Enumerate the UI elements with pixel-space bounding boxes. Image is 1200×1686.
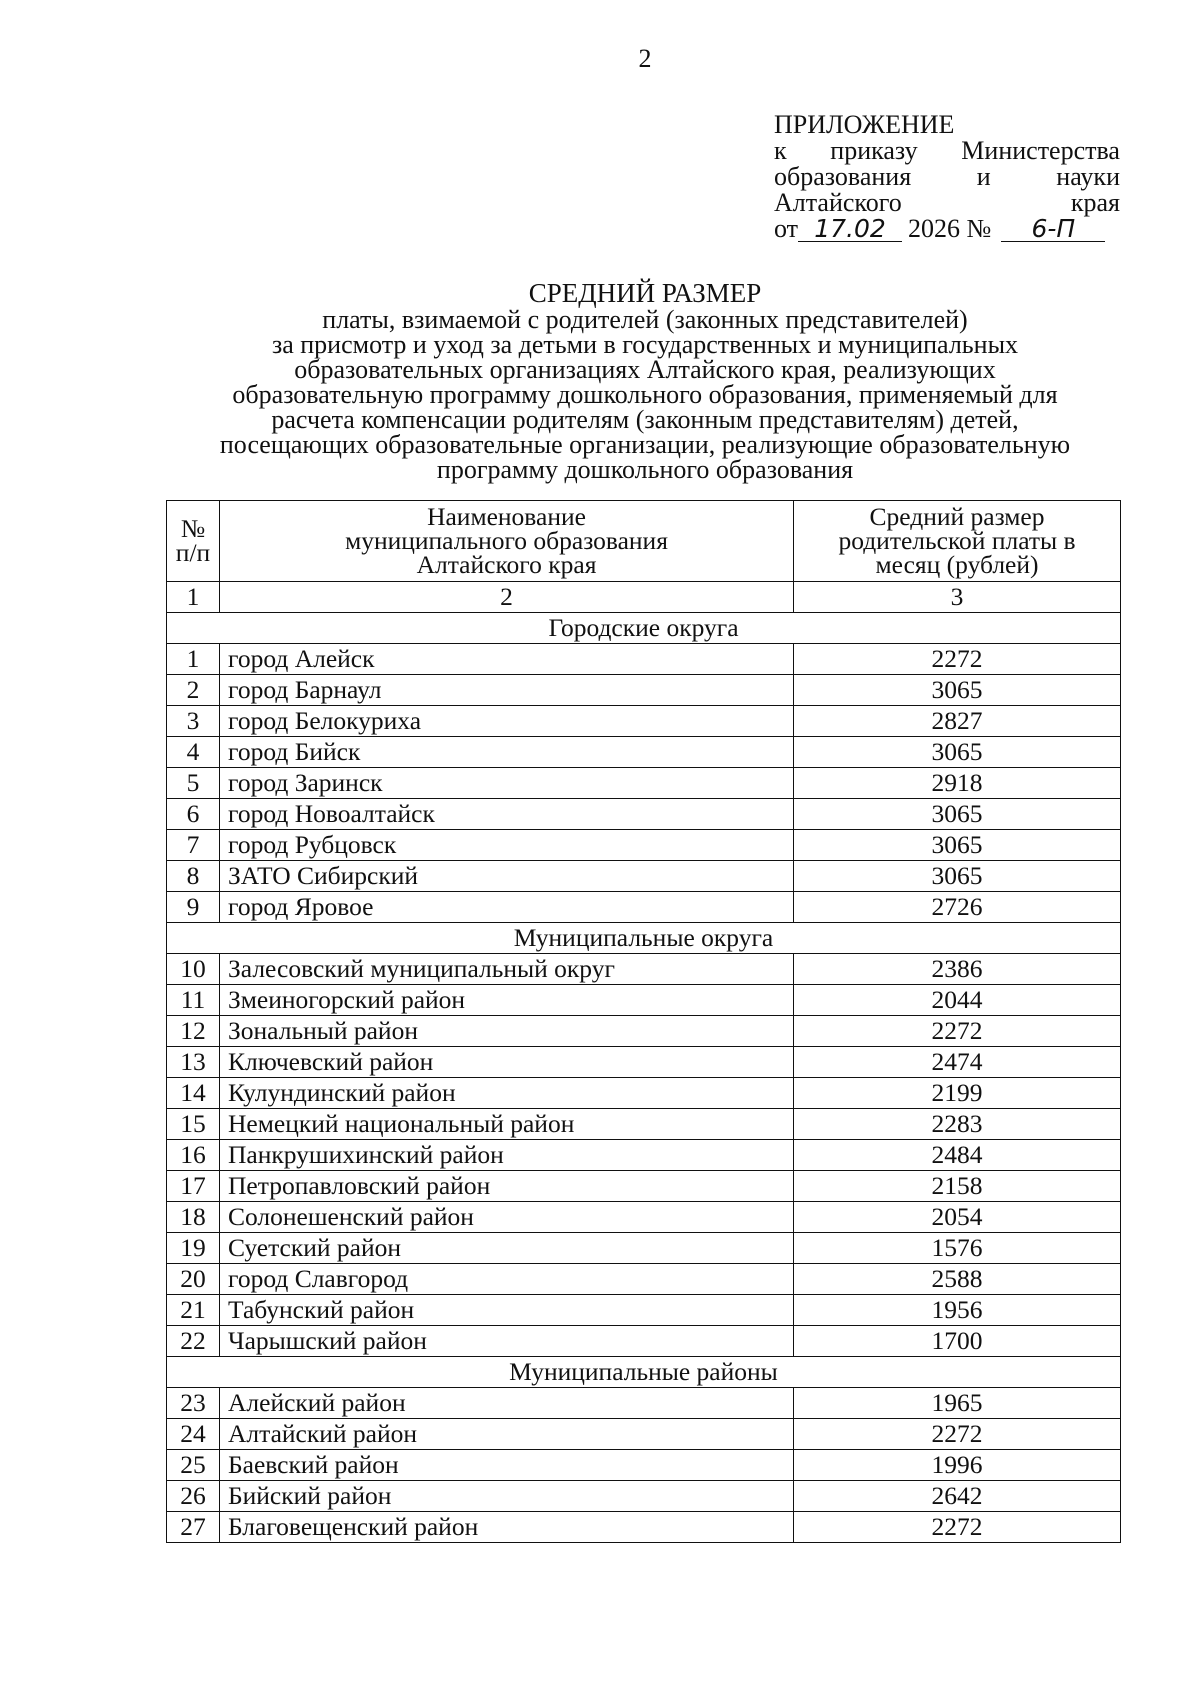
- municipality-name: ЗАТО Сибирский: [220, 861, 794, 892]
- municipality-name: Благовещенский район: [220, 1512, 794, 1543]
- row-number: 5: [167, 768, 220, 799]
- table-row: [167, 675, 1121, 706]
- row-number: 25: [167, 1450, 220, 1481]
- header-text: месяц (рублей): [875, 550, 1039, 579]
- row-number: 18: [167, 1202, 220, 1233]
- section-row: [167, 923, 1121, 954]
- appendix-word: края: [1070, 188, 1120, 217]
- municipality-name: город Алейск: [220, 644, 794, 675]
- municipality-name: Суетский район: [220, 1233, 794, 1264]
- fee-value: 2044: [794, 985, 1121, 1016]
- row-number: 26: [167, 1481, 220, 1512]
- municipality-name: Бийский район: [220, 1481, 794, 1512]
- municipality-name: город Рубцовск: [220, 830, 794, 861]
- municipality-name: Алтайский район: [220, 1419, 794, 1450]
- municipality-name: Солонешенский район: [220, 1202, 794, 1233]
- table-row: [167, 1140, 1121, 1171]
- municipality-name: Панкрушихинский район: [220, 1140, 794, 1171]
- row-number: 20: [167, 1264, 220, 1295]
- municipality-name: Петропавловский район: [220, 1171, 794, 1202]
- appendix-word: и: [976, 162, 991, 191]
- appendix-line: [774, 164, 1120, 190]
- fee-value: 2827: [794, 706, 1121, 737]
- fee-value: 3065: [794, 737, 1121, 768]
- row-number: 1: [167, 644, 220, 675]
- municipality-name: город Белокуриха: [220, 706, 794, 737]
- document-heading: [140, 280, 1150, 482]
- header-text: Средний размер: [869, 502, 1045, 531]
- row-number: 22: [167, 1326, 220, 1357]
- table-row: [167, 1388, 1121, 1419]
- table-header-row: [167, 501, 1121, 582]
- table-row: [167, 1450, 1121, 1481]
- row-number: 15: [167, 1109, 220, 1140]
- municipality-name: Залесовский муниципальный округ: [220, 954, 794, 985]
- municipality-name: Табунский район: [220, 1295, 794, 1326]
- row-number: 13: [167, 1047, 220, 1078]
- fee-value: 1956: [794, 1295, 1121, 1326]
- row-number: 17: [167, 1171, 220, 1202]
- row-number: 10: [167, 954, 220, 985]
- section-title: Городские округа: [167, 613, 1121, 644]
- fee-value: 2272: [794, 1512, 1121, 1543]
- row-number: 11: [167, 985, 220, 1016]
- appendix-word: приказу: [830, 136, 918, 165]
- appendix-word: Алтайского: [774, 188, 902, 217]
- appendix-word: науки: [1056, 162, 1120, 191]
- heading-line: за присмотр и уход за детьми в государственных и муниципальных: [271, 330, 1019, 359]
- header-text: Наименование: [427, 502, 586, 531]
- table-row: [167, 1326, 1121, 1357]
- table-row: [167, 1512, 1121, 1543]
- column-index-cell: 2: [220, 582, 794, 613]
- header-name-cell: [220, 501, 794, 582]
- municipality-name: Баевский район: [220, 1450, 794, 1481]
- row-number: 2: [167, 675, 220, 706]
- appendix-word: образования: [774, 162, 912, 191]
- header-text: муниципального образования: [345, 526, 668, 555]
- row-number: 6: [167, 799, 220, 830]
- heading-line: образовательных организациях Алтайского края, реализующих: [294, 355, 996, 384]
- table-row: [167, 892, 1121, 923]
- fee-value: 2272: [794, 1016, 1121, 1047]
- table-row: [167, 1233, 1121, 1264]
- heading-line: образовательную программу дошкольного образования, применяемый для: [232, 380, 1058, 409]
- municipality-name: Чарышский район: [220, 1326, 794, 1357]
- municipality-name: Алейский район: [220, 1388, 794, 1419]
- row-number: 8: [167, 861, 220, 892]
- header-text: п/п: [175, 538, 211, 567]
- municipality-name: Зональный район: [220, 1016, 794, 1047]
- header-value-cell: [794, 501, 1121, 582]
- year-label: 2026 №: [908, 214, 992, 243]
- fee-value: 3065: [794, 861, 1121, 892]
- appendix-line: [774, 190, 1120, 216]
- table-row: [167, 985, 1121, 1016]
- column-index-row: [167, 582, 1121, 613]
- appendix-line: [774, 138, 1120, 164]
- document-title: СРЕДНИЙ РАЗМЕР: [528, 278, 762, 308]
- row-number: 21: [167, 1295, 220, 1326]
- row-number: 3: [167, 706, 220, 737]
- heading-line: посещающих образовательные организации, реализующие образовательную: [219, 430, 1071, 459]
- municipality-name: город Славгород: [220, 1264, 794, 1295]
- row-number: 7: [167, 830, 220, 861]
- table-row: [167, 1016, 1121, 1047]
- table-row: [167, 1295, 1121, 1326]
- table-row: [167, 768, 1121, 799]
- table-row: [167, 1202, 1121, 1233]
- table-row: [167, 1171, 1121, 1202]
- table-row: [167, 1078, 1121, 1109]
- fee-value: 2474: [794, 1047, 1121, 1078]
- header-text: Алтайского края: [416, 550, 597, 579]
- fee-value: 2386: [794, 954, 1121, 985]
- fee-value: 1700: [794, 1326, 1121, 1357]
- municipality-name: город Бийск: [220, 737, 794, 768]
- fee-value: 2283: [794, 1109, 1121, 1140]
- handwritten-order-number: 6-П: [1001, 217, 1105, 242]
- row-number: 24: [167, 1419, 220, 1450]
- table-row: [167, 861, 1121, 892]
- column-index-cell: 1: [167, 582, 220, 613]
- municipality-name: Кулундинский район: [220, 1078, 794, 1109]
- fee-value: 2272: [794, 644, 1121, 675]
- table-row: [167, 1047, 1121, 1078]
- appendix-word: Министерства: [961, 136, 1120, 165]
- row-number: 23: [167, 1388, 220, 1419]
- fee-value: 2588: [794, 1264, 1121, 1295]
- row-number: 16: [167, 1140, 220, 1171]
- table-row: [167, 1419, 1121, 1450]
- fee-value: 2158: [794, 1171, 1121, 1202]
- fee-value: 2484: [794, 1140, 1121, 1171]
- fee-value: 3065: [794, 675, 1121, 706]
- section-title: Муниципальные округа: [167, 923, 1121, 954]
- fee-value: 1576: [794, 1233, 1121, 1264]
- appendix-title: ПРИЛОЖЕНИЕ: [774, 110, 955, 139]
- date-prefix: от: [774, 214, 799, 243]
- municipality-name: Змеиногорский район: [220, 985, 794, 1016]
- municipality-name: город Заринск: [220, 768, 794, 799]
- appendix-block: [774, 112, 1120, 242]
- section-row: [167, 1357, 1121, 1388]
- row-number: 12: [167, 1016, 220, 1047]
- fee-value: 2054: [794, 1202, 1121, 1233]
- municipality-name: Немецкий национальный район: [220, 1109, 794, 1140]
- section-title: Муниципальные районы: [167, 1357, 1121, 1388]
- row-number: 4: [167, 737, 220, 768]
- handwritten-date: 17.02: [798, 217, 902, 242]
- row-number: 14: [167, 1078, 220, 1109]
- fee-value: 2726: [794, 892, 1121, 923]
- header-text: родительской платы в: [838, 526, 1076, 555]
- municipality-name: город Новоалтайск: [220, 799, 794, 830]
- fee-value: 2918: [794, 768, 1121, 799]
- header-text: №: [180, 514, 206, 543]
- appendix-word: к: [774, 136, 787, 165]
- fee-value: 3065: [794, 799, 1121, 830]
- heading-line: расчета компенсации родителям (законным представителям) детей,: [271, 405, 1019, 434]
- table-row: [167, 954, 1121, 985]
- fee-value: 2272: [794, 1419, 1121, 1450]
- fee-value: 2199: [794, 1078, 1121, 1109]
- table-row: [167, 1264, 1121, 1295]
- column-index-cell: 3: [794, 582, 1121, 613]
- municipality-name: город Яровое: [220, 892, 794, 923]
- municipality-name: город Барнаул: [220, 675, 794, 706]
- table-row: [167, 799, 1121, 830]
- table-row: [167, 830, 1121, 861]
- fee-value: 1996: [794, 1450, 1121, 1481]
- table-row: [167, 706, 1121, 737]
- header-number-cell: [167, 501, 220, 582]
- fees-table: [166, 500, 1121, 1543]
- heading-line: платы, взимаемой с родителей (законных представителей): [322, 305, 968, 334]
- table-row: [167, 1109, 1121, 1140]
- row-number: 27: [167, 1512, 220, 1543]
- page-number: 2: [638, 44, 652, 73]
- heading-line: программу дошкольного образования: [436, 455, 854, 484]
- section-row: [167, 613, 1121, 644]
- municipality-name: Ключевский район: [220, 1047, 794, 1078]
- row-number: 9: [167, 892, 220, 923]
- fee-value: 1965: [794, 1388, 1121, 1419]
- fee-value: 2642: [794, 1481, 1121, 1512]
- appendix-date-line: [774, 216, 1120, 242]
- row-number: 19: [167, 1233, 220, 1264]
- fee-value: 3065: [794, 830, 1121, 861]
- table-row: [167, 644, 1121, 675]
- table-row: [167, 1481, 1121, 1512]
- table-row: [167, 737, 1121, 768]
